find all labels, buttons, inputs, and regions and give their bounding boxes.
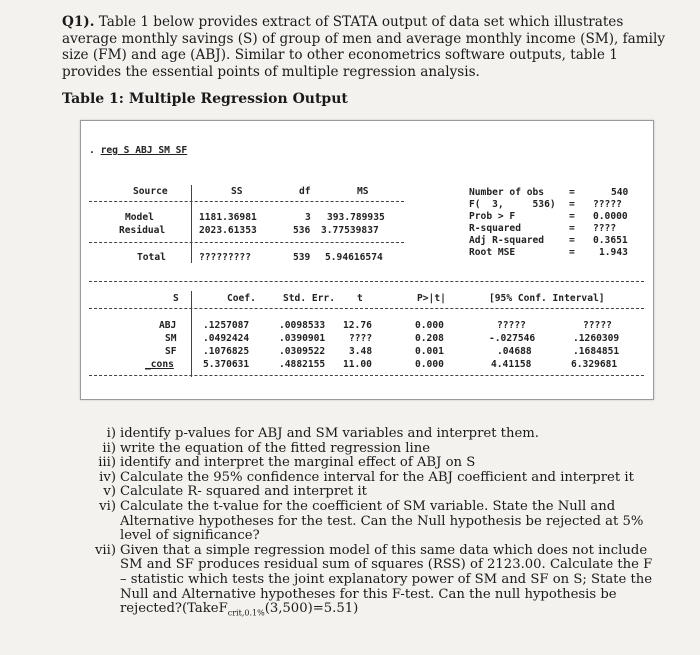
coef-header-ci: [95% Conf. Interval] bbox=[489, 293, 605, 304]
coef-ci-low: -.027546 bbox=[489, 333, 536, 344]
anova-header-ss: SS bbox=[231, 186, 243, 197]
anova-row-ms: 5.94616574 bbox=[325, 252, 383, 263]
coef-ci-high: 6.329681 bbox=[571, 359, 618, 370]
stat-label: Adj R-squared bbox=[469, 235, 545, 246]
coef-var: SM bbox=[165, 333, 177, 344]
stat-value: 1.943 bbox=[599, 247, 628, 258]
question-number: i) bbox=[106, 426, 116, 441]
stat-eq: = bbox=[569, 235, 575, 246]
question-label: Q1). bbox=[62, 14, 95, 30]
stata-command bbox=[89, 145, 187, 156]
coef-t: 11.00 bbox=[343, 359, 372, 370]
coef-p: 0.000 bbox=[415, 320, 444, 331]
question-number: vii) bbox=[94, 542, 116, 558]
anova-row-ss: 2023.61353 bbox=[199, 225, 257, 236]
question-item bbox=[82, 427, 662, 442]
coef-se: .4882155 bbox=[279, 359, 326, 370]
coef-rule-header bbox=[89, 308, 644, 309]
stat-label: F( 3, 536) bbox=[469, 199, 556, 210]
coef-var: ABJ bbox=[159, 320, 177, 331]
coef-value: .1257087 bbox=[203, 320, 250, 331]
coef-value: 5.370631 bbox=[203, 359, 250, 370]
anova-rule-mid bbox=[89, 242, 404, 243]
stat-label: Prob > F bbox=[469, 211, 516, 222]
command-text: reg S ABJ SM SF bbox=[100, 145, 188, 156]
stat-label: Root MSE bbox=[469, 247, 516, 258]
f-critical-value: (3,500)=5.51) bbox=[264, 601, 359, 617]
question-item bbox=[82, 485, 662, 500]
coef-header-var: S bbox=[173, 293, 179, 304]
stat-eq: = bbox=[569, 223, 575, 234]
question-number: vi) bbox=[99, 498, 116, 514]
question-item-text: write the equation of the fitted regression line bbox=[120, 440, 431, 456]
question-item-text: identify and interpret the marginal effect of ABJ on S bbox=[120, 455, 476, 471]
anova-row-df: 539 bbox=[293, 252, 311, 263]
question-item bbox=[82, 544, 662, 622]
question-number: v) bbox=[103, 484, 116, 500]
anova-row-label: Model bbox=[125, 212, 154, 223]
question-item-text: Calculate the 95% confidence interval for the ABJ coefficient and interpret it bbox=[120, 469, 634, 485]
question-number: ii) bbox=[102, 440, 116, 456]
coef-value: .1076825 bbox=[203, 346, 250, 357]
command-dot: . bbox=[89, 145, 95, 156]
question-item bbox=[82, 442, 662, 457]
anova-row-ss: ????????? bbox=[199, 252, 251, 263]
coef-p: 0.000 bbox=[415, 359, 444, 370]
stat-value: ???? bbox=[593, 223, 617, 234]
anova-row-label: Total bbox=[137, 252, 166, 263]
coef-ci-low: 4.41158 bbox=[491, 359, 532, 370]
question-text: Table 1 below provides extract of STATA output of data set which illustrates average monthly savings (S) of group of men and average monthly income (SM), family size (FM) and age (ABJ). Similar to other econometrics software outputs, table 1 provides the essential points of multiple regression analysis. bbox=[62, 14, 666, 80]
anova-row-df: 536 bbox=[293, 225, 311, 236]
question-item bbox=[82, 500, 662, 544]
question-item bbox=[82, 456, 662, 471]
coef-separator bbox=[191, 291, 192, 377]
coef-t: 3.48 bbox=[349, 346, 373, 357]
coef-t: ???? bbox=[349, 333, 373, 344]
question-item-text: identify p-values for ABJ and SM variables and interpret them. bbox=[120, 426, 539, 441]
stat-value: 0.3651 bbox=[593, 235, 628, 246]
question-item bbox=[82, 471, 662, 486]
stat-value: ????? bbox=[593, 199, 622, 210]
f-critical-subscript: crit,0.1% bbox=[227, 608, 265, 618]
stat-label: R-squared bbox=[469, 223, 521, 234]
anova-header-source: Source bbox=[133, 186, 168, 197]
anova-row-ss: 1181.36981 bbox=[199, 212, 257, 223]
coef-ci-high: .1684851 bbox=[573, 346, 620, 357]
question-item-text: Calculate the t-value for the coefficient of SM variable. State the Null and Alternative hypotheses for the test. Can the Null hypothesis be rejected at 5% level of significance? bbox=[120, 498, 644, 544]
coef-p: 0.001 bbox=[415, 346, 444, 357]
table-heading: Table 1: Multiple Regression Output bbox=[62, 91, 348, 107]
coef-se: .0309522 bbox=[279, 346, 326, 357]
question-list bbox=[82, 427, 662, 621]
coef-header-p: P>|t| bbox=[417, 293, 446, 304]
question-intro bbox=[62, 14, 672, 80]
coef-ci-low: ????? bbox=[497, 320, 526, 331]
stata-output bbox=[80, 120, 654, 400]
coef-ci-high: .1260309 bbox=[573, 333, 620, 344]
coef-var: SF bbox=[165, 346, 177, 357]
coef-ci-low: .04688 bbox=[497, 346, 532, 357]
stat-eq: = bbox=[569, 199, 575, 210]
coef-rule-bottom bbox=[89, 375, 644, 376]
coef-var: _cons bbox=[145, 359, 174, 370]
coef-ci-high: ????? bbox=[583, 320, 612, 331]
coef-se: .0390901 bbox=[279, 333, 326, 344]
coef-se: .0098533 bbox=[279, 320, 326, 331]
coef-value: .0492424 bbox=[203, 333, 250, 344]
coef-header-t: t bbox=[357, 293, 363, 304]
coef-p: 0.208 bbox=[415, 333, 444, 344]
question-number: iv) bbox=[99, 469, 116, 485]
question-item-text: Calculate R- squared and interpret it bbox=[120, 484, 367, 500]
anova-row-label: Residual bbox=[119, 225, 166, 236]
stat-value: 540 bbox=[611, 187, 629, 198]
anova-row-ms: 393.789935 bbox=[327, 212, 385, 223]
coef-rule-top bbox=[89, 281, 644, 282]
stat-value: 0.0000 bbox=[593, 211, 628, 222]
anova-rule-top bbox=[89, 201, 404, 202]
anova-row-ms: 3.77539837 bbox=[321, 225, 379, 236]
coef-header-se: Std. Err. bbox=[283, 293, 335, 304]
question-number: iii) bbox=[98, 455, 116, 471]
question-item-text: Given that a simple regression model of this same data which does not include SM and SF produces residual sum of squares (RSS) of 2123.00. Calculate the F – statistic which tests the joint explanatory power of SM and SF on S; State the Null and Alternative hypotheses for this F-test. Can the null hypothesis be rejected?(TakeF bbox=[120, 542, 653, 617]
stat-eq: = bbox=[569, 247, 575, 258]
anova-row-df: 3 bbox=[305, 212, 311, 223]
anova-separator bbox=[191, 185, 192, 263]
stat-eq: = bbox=[569, 211, 575, 222]
coef-t: 12.76 bbox=[343, 320, 372, 331]
anova-header-ms: MS bbox=[357, 186, 369, 197]
anova-header-df: df bbox=[299, 186, 311, 197]
stat-eq: = bbox=[569, 187, 575, 198]
stat-label: Number of obs bbox=[469, 187, 545, 198]
coef-header-coef: Coef. bbox=[227, 293, 256, 304]
